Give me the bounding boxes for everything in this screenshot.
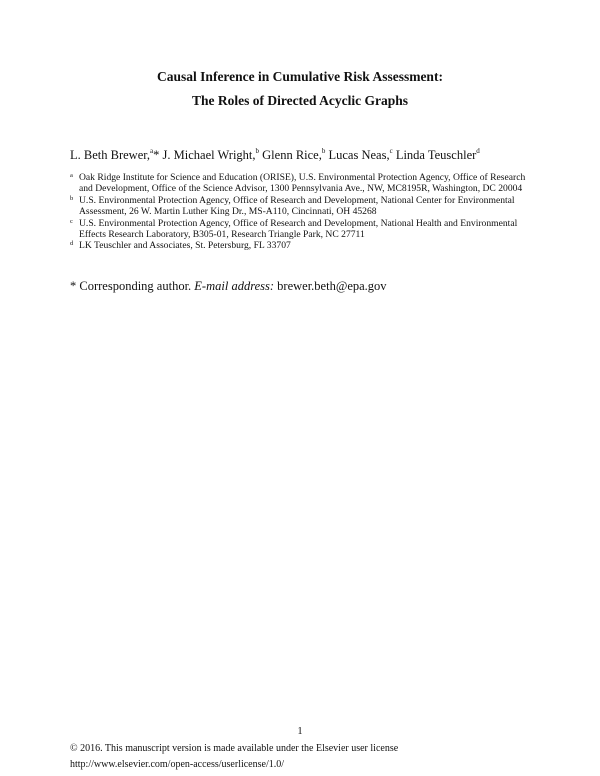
corresponding-prefix: * Corresponding author. [70,279,195,293]
author-list [70,147,550,163]
paper-title-line-2: The Roles of Directed Acyclic Graphs [191,93,409,108]
affiliation-mark: b [70,194,74,202]
author-name: Lucas Neas, [328,148,390,162]
author-affiliation-mark: b [255,147,260,155]
author-name: J. Michael Wright, [162,148,256,162]
affiliation-mark: a [70,172,73,179]
email-label: E-mail address: [194,279,275,293]
affiliation [70,240,540,251]
paper-title-line-1: Causal Inference in Cumulative Risk Assessment: [157,69,443,84]
affiliation [70,195,540,218]
page-number: 1 [297,726,303,737]
author-name: L. Beth Brewer, [70,148,151,162]
affiliation-text: Oak Ridge Institute for Science and Education (ORISE), U.S. Environmental Protection Agency, Office of Research and Development, Office of the Science Advisor, 1300 Pennsylvania Ave., NW, MC8195R, Washington, DC 20004 [79,172,526,195]
corresponding-author-note [70,278,387,294]
affiliation [70,218,540,241]
license-footer [70,741,398,773]
affiliation-text: U.S. Environmental Protection Agency, Office of Research and Development, National Center for Environmental Assessment, 26 W. Martin Luther King Dr., MS-A110, Cincinnati, OH 45268 [79,194,515,218]
author-affiliation-mark: d [476,147,480,155]
affiliation-mark: d [70,240,74,248]
author-suffix: * [153,148,163,162]
author-name: Linda Teuschler [395,148,477,162]
license-statement: © 2016. This manuscript version is made available under the Elsevier user license [70,743,399,754]
author-name: Glenn Rice, [262,148,322,162]
affiliation [70,172,540,195]
license-url: http://www.elsevier.com/open-access/userlicense/1.0/ [70,759,285,770]
affiliation-mark: c [70,217,73,225]
author-affiliation-mark: c [389,147,393,155]
affiliation-text: LK Teuschler and Associates, St. Petersburg, FL 33707 [79,240,291,252]
affiliation-list [70,172,540,252]
author-affiliation-mark: a [150,147,154,155]
author-affiliation-mark: b [321,147,326,155]
email-address: brewer.beth@epa.gov [274,279,387,293]
affiliation-text: U.S. Environmental Protection Agency, Office of Research and Development, National Health and Environmental Effects Research Laboratory, B305-01, Research Triangle Park, NC 27711 [79,217,518,241]
